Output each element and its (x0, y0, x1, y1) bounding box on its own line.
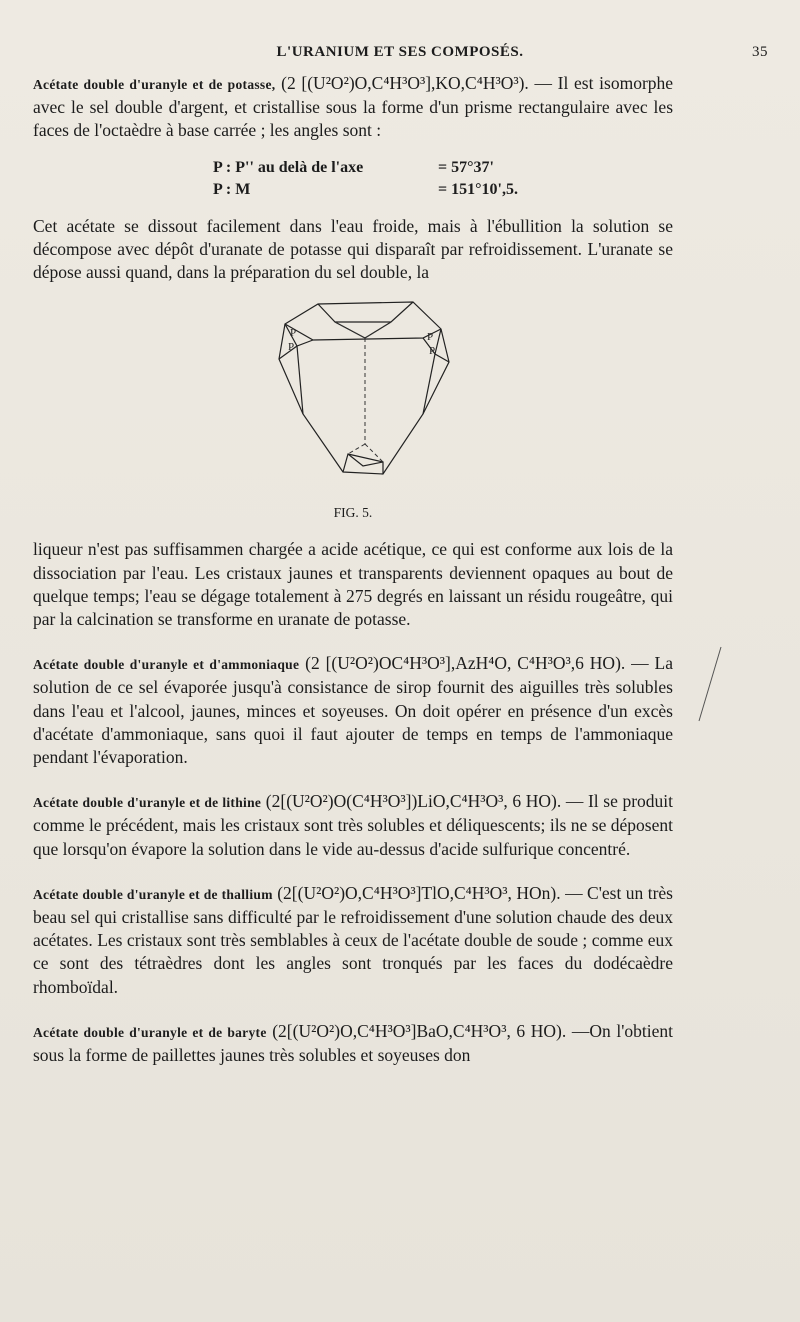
running-header (30, 44, 770, 68)
figure-caption: FIG. 5. (333, 505, 373, 521)
angle-lhs: P : P'' au delà de l'axe (213, 158, 364, 176)
angle-lhs: P : M (213, 180, 251, 198)
angle-rhs: = 151°10',5. (438, 180, 518, 198)
paragraph-ammoniaque (33, 652, 673, 769)
face-label: P (427, 331, 434, 344)
text-lithine: — Il se produit comme le précédent, mais les cristaux sont très solubles et déliquescents; ils ne se déposent que lorsqu'on évapore la solution dans le vide au-dessus d'acide sulfurique concentré. (33, 791, 673, 859)
formula-baryte: (2[(U²O²)O,C⁴H³O³]BaO,C⁴H³O³, 6 HO). (272, 1020, 567, 1041)
heading-lithine: Acétate double d'uranyle et de lithine (33, 795, 262, 811)
running-title: L'URANIUM ET SES COMPOSÉS. (276, 44, 524, 60)
face-label: P (288, 341, 295, 354)
face-label: P (429, 345, 436, 358)
paragraph-baryte (33, 1020, 673, 1067)
text-dissolution: Cet acétate se dissout facilement dans l'eau froide, mais à l'ébullition la solution se décompose avec dépôt d'uranate de potasse qui disparaît par refroidissement. L'uranate se dépose aussi quand, dans la préparation du sel double, la (33, 215, 673, 283)
page-number: 35 (752, 44, 768, 60)
text-potasse: Il est isomorphe avec le sel double d'argent, et cristallise sous la forme d'un prisme rectangulaire avec les faces de l'octaèdre à base carrée ; les angles sont : (33, 73, 674, 141)
heading-ammoniaque: Acétate double d'uranyle et d'ammoniaque (33, 657, 300, 673)
angle-row (213, 157, 673, 179)
paragraph-potasse (33, 72, 673, 143)
paragraph-lithine (33, 790, 673, 861)
margin-pencil-mark (695, 645, 725, 725)
heading-baryte: Acétate double d'uranyle et de baryte (33, 1024, 267, 1040)
face-label: P (290, 327, 297, 340)
angle-list (213, 157, 673, 201)
text-dissociation: liqueur n'est pas suffisammen chargée a acide acétique, ce qui est conforme aux lois de la dissociation par l'eau. Les cristaux jaunes et transparents deviennent opaques au bout de quelque temps; l'eau se dégage totalement à 275 degrés en laissant un résidu rougeâtre, qui par la calcination se transforme en uranate de potasse. (33, 539, 673, 630)
formula-lithine: (2[(U²O²)O(C⁴H³O³])LiO,C⁴H³O³, 6 HO). (265, 791, 562, 812)
heading-potasse: Acétate double d'uranyle et de potasse, (33, 77, 276, 92)
crystal-diagram (273, 294, 453, 494)
text-baryte: —On l'obtient sous la forme de paillettes jaunes très solubles et soyeuses don (33, 1020, 673, 1066)
text-thallium: — C'est un très beau sel qui cristallise sans difficulté par le refroidissement d'une solution chaude des deux acétates. Les cristaux sont très semblables à ceux de l'acétate double de soude ; comme eux ce sont des tétraèdres dont les angles sont tronqués par les faces du dodécaèdre rhomboïdal. (33, 882, 673, 997)
crystal-figure (33, 294, 673, 499)
angle-rhs: = 57°37' (438, 158, 494, 176)
text-ammoniaque: — La solution de ce sel évaporée jusqu'à consistance de sirop fournit des aiguilles très solubles dans l'eau et l'alcool, jaunes, minces et soyeuses. On doit opérer en présence d'un excès d'acétate d'ammoniaque, sans quoi il faut ajouter de temps en temps de l'ammoniaque pendant l'évaporation. (33, 653, 673, 768)
formula-ammoniaque: (2 [(U²O²)OC⁴H³O³],AzH⁴O, C⁴H³O³,6 HO). (305, 653, 626, 674)
paragraph-dissolution (33, 215, 673, 285)
angle-row (213, 179, 673, 201)
formula-potasse: (2 [(U²O²)O,C⁴H³O³],KO,C⁴H³O³). — (281, 73, 552, 93)
paragraph-thallium (33, 882, 673, 999)
paragraph-dissociation (33, 538, 673, 631)
formula-thallium: (2[(U²O²)O,C⁴H³O³]TlO,C⁴H³O³, HOn). (277, 882, 561, 903)
heading-thallium: Acétate double d'uranyle et de thallium (33, 886, 273, 902)
page-body (33, 72, 673, 1067)
